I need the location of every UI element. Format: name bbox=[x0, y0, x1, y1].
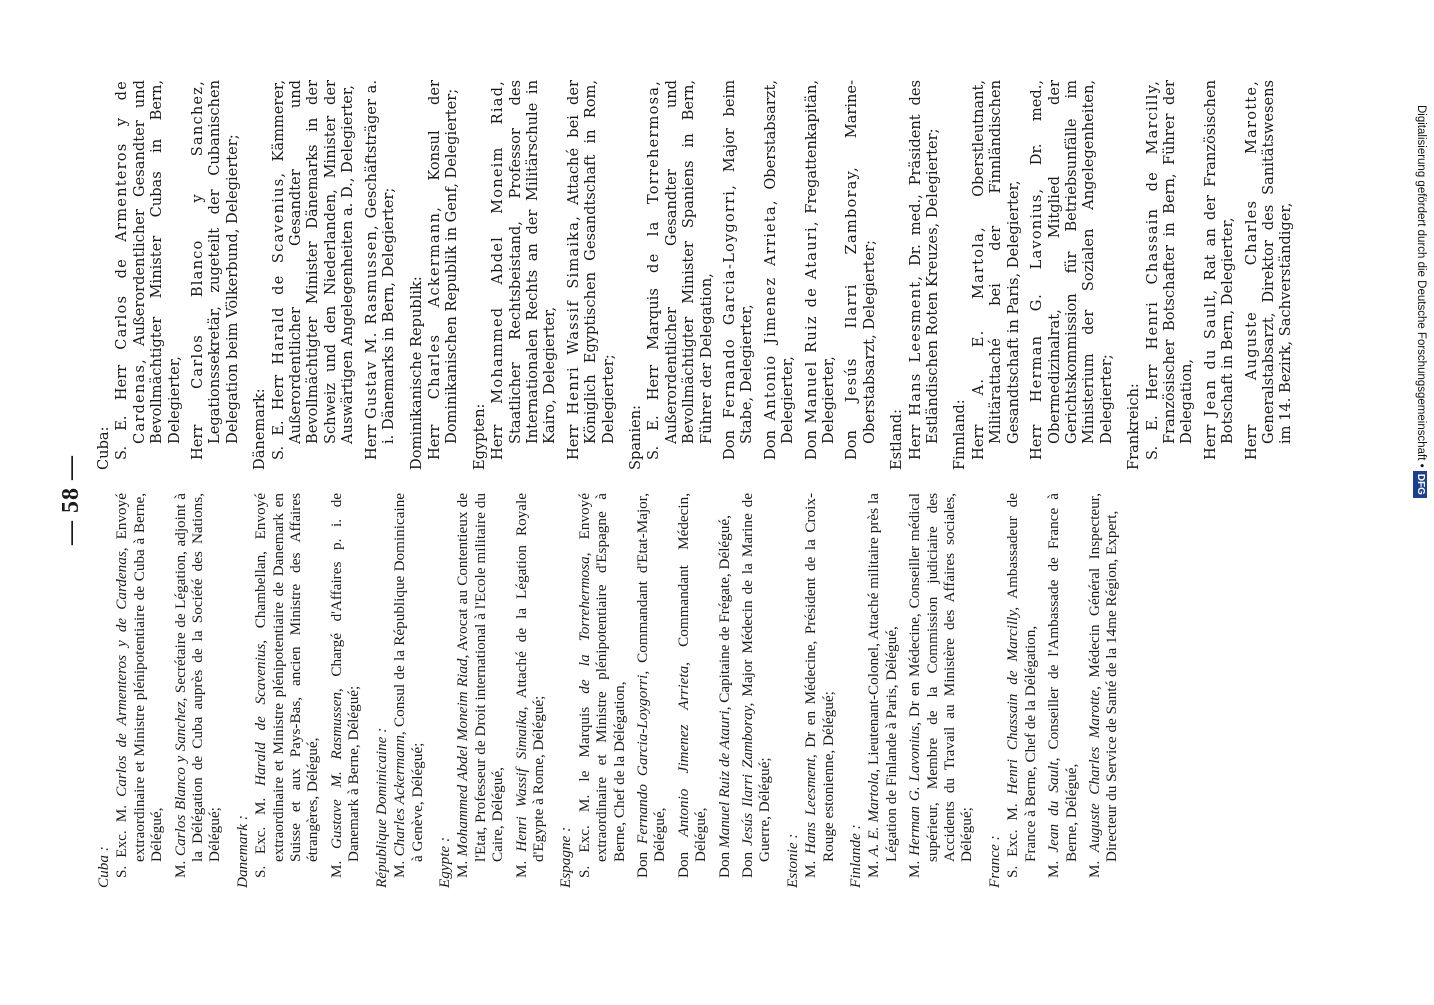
delegate-name: Auguste Charles Marotte, bbox=[1242, 79, 1260, 381]
country-heading: Egypte : bbox=[435, 836, 453, 888]
delegate-prefix: S. E. Herr Marquis bbox=[645, 288, 663, 460]
delegate-prefix: M. bbox=[512, 860, 530, 878]
delegate-prefix: Don bbox=[761, 430, 779, 460]
delegate-description: Dr en Médecine, Président de la Croix-Rouge estonienne, Délégué; bbox=[802, 492, 837, 862]
delegate-description: Dr. med., Präsident des Estländischen Roten Kreuzes, Delegierter; bbox=[906, 79, 942, 444]
delegate-name: Manuel Ruiz de Atauri, bbox=[715, 706, 733, 849]
delegate-prefix: Don bbox=[721, 430, 738, 460]
delegate-entry bbox=[970, 80, 1022, 470]
delegate-entry bbox=[1004, 493, 1039, 888]
delegate-entry bbox=[762, 80, 797, 470]
delegate-entry bbox=[363, 80, 398, 470]
delegate-description: Oberstleutnant, Militärattaché bei der Finnländischen Gesandtschaft in Paris, Delegierter, bbox=[969, 79, 1022, 444]
delegate-name: Fernando Garcia-Loygorri, bbox=[721, 184, 738, 419]
delegate-description: Lieutenant-Colonel, Attaché militaire près la Légation de Finlande à Paris, Délégué, bbox=[865, 492, 900, 862]
country-heading: Dominikanische Republik: bbox=[407, 276, 425, 470]
country-section bbox=[95, 493, 224, 888]
delegate-prefix: Don bbox=[715, 851, 733, 878]
delegate-description: Staatlicher Rechtsbeistand, Professor des Internationalen Rechts an der Militärschule in Kairo, Delegierter, bbox=[506, 80, 559, 444]
delegate-entry bbox=[803, 80, 838, 470]
delegate-prefix: S. Exc. M. bbox=[252, 797, 270, 878]
delegate-name: Auguste Charles Marotte, bbox=[1085, 686, 1103, 853]
delegate-description: Kämmerer, Außerordentlicher Gesandter und Bevollmächtigter Minister Dänemarks in der Schweiz und den Niederlanden, Minister der Auswärtigen Angelegenheiten a. D., Delegierter, bbox=[269, 79, 357, 444]
country-heading: Dänemark: bbox=[251, 388, 269, 470]
delegate-description: Oberstabsarzt, Delegierter, bbox=[761, 79, 797, 444]
delegate-entry bbox=[739, 493, 774, 888]
delegate-description: Ambassadeur de France à Berne, Chef de la Délégation, bbox=[1004, 493, 1039, 862]
delegate-prefix: Herr bbox=[1201, 424, 1219, 460]
country-heading: Espagne : bbox=[557, 826, 575, 888]
delegate-description: Attaché bei der Königlich Egyptischen Gesandtschaft in Rom, Delegierter; bbox=[564, 79, 617, 444]
delegate-description: Médecin Général Inspecteur, Directeur du Service de Santé de la 14me Région, Expert, bbox=[1085, 492, 1121, 862]
page-number: — 58 — bbox=[58, 455, 84, 545]
delegate-prefix: Don bbox=[674, 851, 692, 878]
delegate-description: Commandant d'Etat-Major, Délégué, bbox=[633, 493, 669, 862]
delegate-name: Herman G. Lavonius, bbox=[1028, 187, 1046, 403]
delegate-entry bbox=[645, 80, 715, 470]
delegate-name: Charles Ackermann, bbox=[391, 731, 409, 857]
delegate-prefix: Don bbox=[843, 430, 861, 460]
country-heading: Finlande : bbox=[847, 824, 865, 888]
country-section bbox=[847, 493, 976, 888]
country-section bbox=[627, 80, 878, 470]
delegate-name: Herman G. Lavonius, bbox=[906, 721, 924, 856]
delegate-name: Antonio Jimenez Arrieta, bbox=[674, 662, 692, 837]
country-section bbox=[557, 493, 773, 888]
delegate-prefix: Herr bbox=[1028, 424, 1046, 460]
delegate-name: Mohammed Abdel Moneim Riad, bbox=[454, 654, 472, 857]
delegate-entry bbox=[865, 493, 900, 888]
delegate-prefix: Herr bbox=[564, 424, 582, 460]
delegate-entry bbox=[489, 80, 559, 470]
delegate-name: Gustave M. Rasmussen, bbox=[327, 688, 345, 850]
delegate-entry bbox=[634, 493, 669, 888]
dfg-logo: DFG bbox=[1413, 471, 1427, 498]
delegate-prefix: M. bbox=[1045, 860, 1063, 878]
country-section bbox=[234, 493, 363, 888]
delegate-entry bbox=[270, 80, 357, 470]
delegate-description: Capitaine de Frégate, Délégué, bbox=[715, 515, 733, 703]
delegate-prefix: M. bbox=[1085, 860, 1103, 878]
delegate-entry bbox=[1243, 80, 1295, 470]
delegate-description: Geschäftsträger a. i. Dänemarks in Bern, Delegierter; bbox=[362, 80, 398, 444]
delegate-entry bbox=[252, 493, 322, 888]
delegate-name: de la Torrehermosa, bbox=[645, 79, 663, 273]
delegate-description: Secrétaire de Légation, adjoint à la Délégation de Cuba auprès de la Société des Nations, Délégué; bbox=[171, 492, 224, 862]
delegate-entry bbox=[675, 493, 710, 888]
delegate-name: A. E. Martola, bbox=[969, 226, 987, 396]
delegate-entry bbox=[189, 80, 241, 470]
delegate-prefix: M. bbox=[327, 860, 345, 878]
delegate-prefix: S. Exc. M. bbox=[1004, 803, 1022, 878]
delegate-entry bbox=[426, 80, 461, 470]
delegate-prefix: Herr bbox=[969, 424, 987, 460]
delegate-entry bbox=[1045, 493, 1080, 888]
delegate-prefix: Herr bbox=[489, 424, 507, 460]
delegate-name: Antonio Jimenez Arrieta, bbox=[761, 199, 779, 421]
country-section bbox=[95, 80, 241, 470]
delegate-name: Henri Wassif Simaika, bbox=[564, 215, 582, 415]
country-heading: Estonie : bbox=[783, 833, 801, 888]
delegate-prefix: S. E. Herr bbox=[113, 364, 131, 460]
delegate-name: Carlos de Armenteros y de Cardenas, bbox=[113, 547, 131, 797]
country-section bbox=[986, 493, 1121, 888]
country-section bbox=[436, 493, 547, 888]
delegate-description: Konsul der Dominikanischen Republik in Genf, Delegierter; bbox=[425, 80, 461, 444]
delegate-entry bbox=[1028, 80, 1115, 470]
delegate-entry bbox=[1202, 80, 1237, 470]
delegate-name: Carlos de Armenteros y de Cardenas, bbox=[113, 80, 148, 444]
country-section bbox=[1125, 80, 1295, 470]
delegate-prefix: Herr bbox=[362, 424, 380, 460]
country-section bbox=[373, 493, 426, 888]
delegate-name: Fernando Garcia-Loygorri, bbox=[633, 670, 651, 844]
delegate-name: de la Torrehermosa, bbox=[575, 552, 593, 694]
delegate-prefix: S. Exc. M. bbox=[113, 804, 131, 878]
delegate-description: Generalstabsarzt, Direktor des Sanitätswesens im 14. Bezirk, Sachverständiger, bbox=[1259, 80, 1295, 444]
delegate-name: Charles Ackermann, bbox=[425, 206, 443, 400]
delegate-name: Jean du Sault, bbox=[1201, 288, 1219, 417]
dfg-attribution-text: Digitalisierung gefördert durch die Deutsche Forschungsgemeinschaft • bbox=[1415, 105, 1427, 468]
delegate-description: Marine-Oberstabsarzt, Delegierter; bbox=[843, 79, 878, 444]
delegate-name: Jesús Ilarri Zamboray, bbox=[739, 702, 756, 846]
delegate-name: Mohammed Abdel Moneim Riad, bbox=[489, 79, 507, 404]
dfg-attribution bbox=[1408, 0, 1434, 1000]
country-heading: France : bbox=[985, 835, 1003, 888]
delegate-description: Rat an der Französischen Botschaft in Bern, Delegierter, bbox=[1201, 80, 1237, 444]
delegate-entry bbox=[172, 493, 224, 888]
country-heading: Egypten: bbox=[470, 403, 488, 470]
delegate-entry bbox=[328, 493, 363, 888]
delegate-entry bbox=[1144, 80, 1196, 470]
country-section bbox=[471, 80, 617, 470]
delegate-entry bbox=[513, 493, 548, 888]
delegate-name: Henri Chassain de Marcilly, bbox=[1004, 606, 1022, 795]
country-section bbox=[251, 80, 397, 470]
delegate-description: Außerordentlicher Gesandter und Bevollmächtigter Minister Spaniens in Bern, Führer der Delegation, bbox=[662, 80, 715, 444]
delegate-prefix: Don bbox=[633, 851, 651, 878]
delegate-description: Dr en Médecine, Conseiller médical supérieur, Membre de la Commission judiciaire des Accidents du Travail au Ministère des Affaires sociales, Délégué; bbox=[906, 493, 976, 862]
country-heading: Estland: bbox=[888, 408, 906, 470]
delegate-description: Fregattenkapitän, Delegierter, bbox=[802, 79, 838, 444]
country-heading: Spanien: bbox=[626, 404, 644, 470]
delegate-description: Außerordentlicher Gesandter und Bevollmächtigter Minister Cubas in Bern, Delegierter, bbox=[130, 80, 183, 444]
delegate-name: Manuel Ruiz de Atauri, bbox=[802, 220, 820, 424]
country-section bbox=[784, 493, 837, 888]
delegate-prefix: Herr bbox=[1242, 424, 1260, 460]
delegate-entry bbox=[721, 80, 756, 470]
country-heading: République Dominicaine : bbox=[372, 727, 390, 888]
delegate-prefix: Don bbox=[802, 430, 820, 460]
delegate-prefix: S. E. Herr bbox=[1143, 364, 1161, 460]
country-heading: Frankreich: bbox=[1125, 383, 1143, 470]
delegate-entry bbox=[907, 80, 942, 470]
delegate-name: Carlos Blanco y Sanchez, bbox=[189, 80, 207, 389]
delegate-entry bbox=[565, 80, 617, 470]
country-section bbox=[951, 80, 1115, 470]
delegate-name: Hans Leesment, bbox=[802, 754, 820, 855]
delegate-description: Chambellan, Envoyé extraordinaire et Ministre plénipotentiaire de Danemark en Suisse et aux Pays-Bas, ancien Ministre des Affaires étrangères, Délégué, bbox=[252, 492, 322, 862]
delegate-entry bbox=[906, 493, 976, 888]
delegate-prefix: Don bbox=[739, 851, 756, 878]
country-heading: Cuba : bbox=[95, 846, 112, 888]
delegate-entry bbox=[1086, 493, 1121, 888]
delegate-description: Envoyé extraordinaire et Ministre plénipotentiaire de Cuba à Berne, Délégué, bbox=[113, 493, 166, 862]
delegate-prefix: Herr bbox=[425, 424, 443, 460]
delegate-entry bbox=[113, 493, 165, 888]
delegate-description: Commandant Médecin, Délégué, bbox=[674, 492, 710, 862]
delegate-prefix: M. bbox=[802, 860, 820, 878]
delegate-description: Avocat au Contentieux de l'Etat, Professeur de Droit international à l'Ecole militaire du Caire, Délégué, bbox=[454, 492, 507, 862]
country-section bbox=[888, 80, 941, 470]
delegate-entry bbox=[802, 493, 837, 888]
delegate-prefix: M. bbox=[906, 860, 924, 878]
delegate-description: Envoyé extraordinaire et Ministre plénipotentiaire d'Espagne à Berne, Chef de la Délégation, bbox=[575, 492, 628, 862]
delegate-description: Legationssekretär, zugeteilt der Cubanischen Delegation beim Völkerbund, Delegierter; bbox=[206, 80, 241, 444]
delegate-prefix: Herr bbox=[189, 424, 207, 460]
delegate-entry bbox=[576, 493, 628, 888]
delegate-prefix: M. bbox=[454, 860, 472, 878]
delegate-description: Dr. med., Obermedizinalrat, Mitglied der Gerichtskommission für Betriebsunfälle im Ministerium der Sozialen Angelegenheiten, Delegierter; bbox=[1028, 79, 1115, 444]
delegate-prefix: M. bbox=[391, 860, 409, 878]
delegate-name: A. E. Martola, bbox=[865, 768, 883, 857]
country-heading: Cuba: bbox=[95, 426, 112, 470]
delegate-name: Carlos Blanco y Sanchez, bbox=[171, 697, 189, 857]
delegate-name: Hans Leesment, bbox=[906, 274, 924, 416]
delegate-name: Jesús Ilarri Zamboray, bbox=[843, 166, 861, 403]
delegate-description: Französischer Botschafter in Bern, Führer der Delegation, bbox=[1160, 80, 1196, 444]
delegate-entry bbox=[716, 493, 733, 888]
delegate-description: Attaché de la Légation Royale d'Egypte à Rome, Délégué; bbox=[512, 493, 547, 862]
delegate-entry bbox=[843, 80, 878, 470]
german-column bbox=[95, 80, 1305, 470]
delegate-entry bbox=[391, 493, 426, 888]
delegate-description: Chargé d'Affaires p. i. de Danemark à Berne, Délégué; bbox=[327, 492, 363, 862]
delegate-prefix: S. Exc. M. le Marquis bbox=[575, 706, 593, 878]
delegate-description: Conseiller de l'Ambassade de France à Berne, Délégué, bbox=[1045, 493, 1080, 862]
delegate-description: Major Médecin de la Marine de Guerre, Délégué; bbox=[739, 492, 774, 862]
delegate-entry bbox=[454, 493, 506, 888]
delegate-name: Henri Chassain de Marcilly, bbox=[1143, 79, 1161, 350]
delegate-name: Jean du Sault, bbox=[1045, 757, 1063, 853]
delegate-prefix: M. bbox=[865, 860, 883, 878]
country-section bbox=[408, 80, 461, 470]
country-heading: Danemark : bbox=[233, 815, 251, 888]
country-heading: Finnland: bbox=[951, 399, 969, 470]
delegate-name: Harald de Scavenius, bbox=[269, 171, 287, 365]
delegate-name: Harald de Scavenius, bbox=[252, 639, 270, 786]
delegate-description: Major beim Stabe, Delegierter, bbox=[721, 79, 756, 444]
delegate-prefix: S. E. Herr bbox=[269, 374, 287, 460]
delegate-entry bbox=[113, 80, 183, 470]
delegate-prefix: Herr bbox=[906, 424, 924, 460]
delegate-prefix: M. bbox=[171, 860, 189, 878]
french-column bbox=[95, 493, 1131, 888]
delegate-name: Henri Wassif Simaika, bbox=[512, 706, 530, 852]
delegate-description: Consul de la République Dominicaine à Genève, Délégué; bbox=[391, 492, 426, 862]
delegate-name: Gustav M. Rasmussen, bbox=[362, 224, 380, 419]
